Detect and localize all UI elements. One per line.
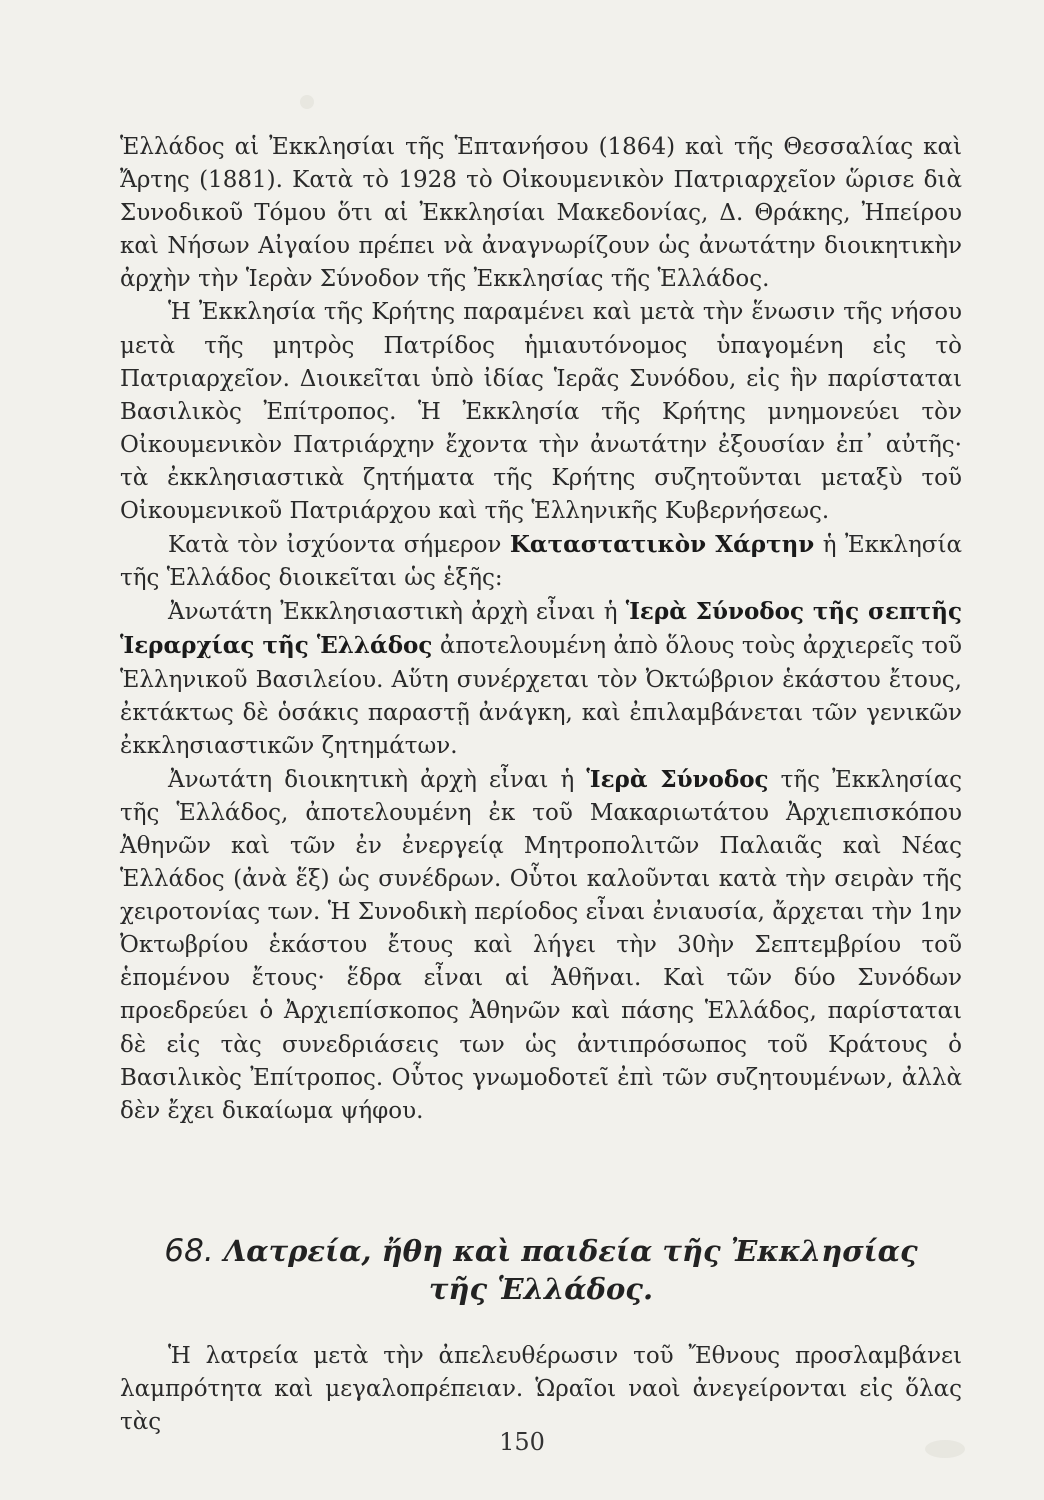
paragraph-5-text-b: τῆς Ἐκκλησίας τῆς Ἑλλάδος, ἀποτελουμένη ἐκ τοῦ Μακαριωτάτου Ἀρχιεπισκόπου Ἀθηνῶν καὶ τῶν ἐν ἐνεργείᾳ Μητροπολιτῶν Παλαιᾶς καὶ Νέας Ἑλλάδος (ἀνὰ ἕξ) ὡς συνέδρων. Οὗτοι καλοῦνται κατὰ τὴν σειρὰν τῆς χειροτονίας των. Ἡ Συνοδικὴ περίοδος εἶναι ἐνιαυσία, ἄρχεται τὴν 1ην Ὀκτωβρίου ἑκάστου ἔτους καὶ λήγει τὴν 30ὴν Σεπτεμβρίου τοῦ ἑπομένου ἔτους· ἕδρα εἶναι αἱ Ἀθῆναι. Καὶ τῶν δύο Συνόδων προεδρεύει ὁ Ἀρχιεπίσκοπος Ἀθηνῶν καὶ πάσης Ἑλλάδος, παρίσταται δὲ εἰς τὰς συνεδριάσεις των ὡς ἀντιπρόσωπος τοῦ Κράτους ὁ Βασιλικὸς Ἐπίτροπος. Οὗτος γνωμοδοτεῖ ἐπὶ τῶν συζητουμένων, ἀλλὰ δὲν ἔχει δικαίωμα ψήφου.	[120, 766, 962, 1124]
paragraph-3-text-b: ἡ Ἐκκλησία τῆς Ἑλλάδος διοικεῖται ὡς ἑξῆς:	[120, 532, 962, 592]
paragraph-5	[120, 763, 962, 1128]
paragraph-1: Ἑλλάδος αἱ Ἐκκλησίαι τῆς Ἑπτανήσου (1864) καὶ τῆς Θεσσαλίας καὶ Ἄρτης (1881). Κατὰ τὸ 1928 τὸ Οἰκουμενικὸν Πατριαρχεῖον ὥρισε διὰ Συνοδικοῦ Τόμου ὅτι αἱ Ἐκκλησίαι Μακεδονίας, Δ. Θράκης, Ἠπείρου καὶ Νήσων Αἰγαίου πρέπει νὰ ἀναγνωρίζουν ὡς ἀνωτάτην διοικητικὴν ἀρχὴν τὴν Ἱερὰν Σύνοδον τῆς Ἐκκλησίας τῆς Ἑλλάδος.	[120, 134, 962, 293]
paragraph-3	[120, 528, 962, 595]
page-number: 150	[499, 1428, 545, 1456]
section-heading	[120, 1232, 962, 1308]
paragraph-2: Ἡ Ἐκκλησία τῆς Κρήτης παραμένει καὶ μετὰ τὴν ἕνωσιν τῆς νήσου μετὰ τῆς μητρὸς Πατρίδος ἡμιαυτόνομος ὑπαγομένη εἰς τὸ Πατριαρχεῖον. Διοικεῖται ὑπὸ ἰδίας Ἱερᾶς Συνόδου, εἰς ἣν παρίσταται Βασιλικὸς Ἐπίτροπος. Ἡ Ἐκκλησία τῆς Κρήτης μνημονεύει τὸν Οἰκουμενικὸν Πατριάρχην ἔχοντα τὴν ἀνωτάτην ἐξουσίαν ἐπ᾿ αὐτῆς· τὰ ἐκκλησιαστικὰ ζητήματα τῆς Κρήτης συζητοῦνται μεταξὺ τοῦ Οἰκουμενικοῦ Πατριάρχου καὶ τῆς Ἑλληνικῆς Κυβερνήσεως.	[120, 299, 962, 525]
section-number: 68.	[164, 1233, 214, 1269]
paragraph-5-text-a: Ἀνωτάτη διοικητικὴ ἀρχὴ εἶναι ἡ	[168, 766, 587, 793]
paragraph-4-text-a: Ἀνωτάτη Ἐκκλησιαστικὴ ἀρχὴ εἶναι ἡ	[168, 599, 626, 626]
paragraph-5-bold: Ἱερὰ Σύνοδος	[586, 765, 769, 793]
paragraph-4-bold: Ἱερὰ Σύνοδος τῆς σεπτῆς Ἱεραρχίας τῆς Ἑλλάδος	[120, 598, 962, 660]
body-text	[120, 131, 962, 1128]
paper-spot	[300, 95, 314, 109]
section-title-line-2: τῆς Ἑλλάδος.	[428, 1272, 654, 1306]
section-title-line-1: Λατρεία, ἤθη καὶ παιδεία τῆς Ἐκκλησίας	[223, 1234, 918, 1268]
paragraph-4-text-b: ἀποτελουμένη ἀπὸ ὅλους τοὺς ἀρχιερεῖς τοῦ Ἑλληνικοῦ Βασιλείου. Αὕτη συνέρχεται τὸν Ὀκτώβριον ἑκάστου ἔτους, ἐκτάκτως δὲ ὁσάκις παραστῇ ἀνάγκη, καὶ ἐπιλαμβάνεται τῶν γενικῶν ἐκκλησιαστικῶν ζητημάτων.	[120, 633, 962, 759]
paragraph-4	[120, 595, 962, 762]
paragraph-3-text-a: Κατὰ τὸν ἰσχύοντα σήμερον	[168, 532, 510, 559]
paragraph-6: Ἡ λατρεία μετὰ τὴν ἀπελευθέρωσιν τοῦ Ἔθνους προσλαμβάνει λαμπρότητα καὶ μεγαλοπρέπειαν. Ὡραῖοι ναοὶ ἀνεγείρονται εἰς ὅλας τὰς	[120, 1343, 962, 1435]
section-body-text	[120, 1340, 962, 1439]
paragraph-3-bold: Καταστατικὸν Χάρτην	[509, 531, 815, 559]
section-heading-line-1	[120, 1232, 962, 1270]
